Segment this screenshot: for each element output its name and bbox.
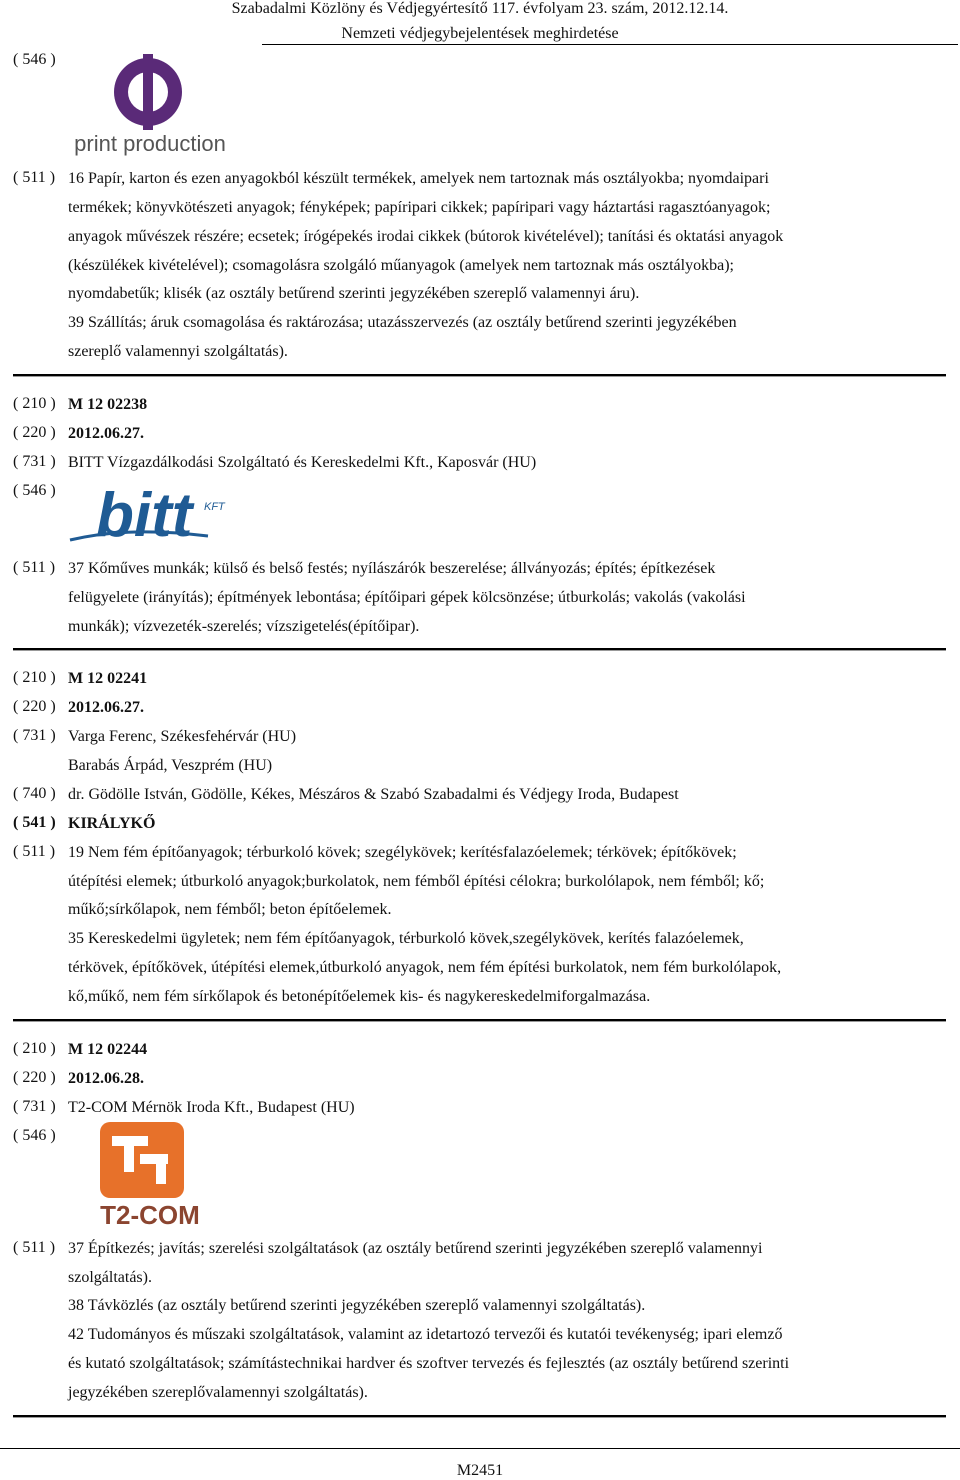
page-number: M2451 — [456, 1462, 504, 1479]
goods-line: 19 Nem fém építőanyagok; térburkoló kövek; szegélykövek; kerítésfalazóelemek; térkövek; építőkövek; — [68, 844, 737, 861]
goods-line: jegyzékében szereplővalamennyi szolgáltatás). — [68, 1384, 368, 1401]
code-546: ( 546 ) — [13, 482, 56, 499]
print-production-logo — [68, 44, 233, 156]
entry-separator — [13, 648, 946, 651]
code-210: ( 210 ) — [13, 1040, 56, 1057]
code-731: ( 731 ) — [13, 727, 56, 744]
logo-subtext: KFT — [204, 501, 225, 513]
goods-line: (készülékek kivételével); csomagolásra szolgáló műanyagok (amelyek nem tartoznak más osztályokba); — [68, 257, 734, 274]
goods-line: 37 Kőműves munkák; külső és belső festés; nyílászárók beszerelése; állványozás; építés; építkezések — [68, 560, 716, 577]
applicant: BITT Vízgazdálkodási Szolgáltató és Kereskedelmi Kft., Kaposvár (HU) — [68, 454, 537, 471]
code-220: ( 220 ) — [13, 698, 56, 715]
header-rule — [262, 44, 958, 45]
code-731: ( 731 ) — [13, 1098, 56, 1115]
goods-line: felügyelete (irányítás); építmények lebontása; építőipari gépek kölcsönzése; útburkolás; vakolás (vakolási — [68, 589, 746, 606]
code-740: ( 740 ) — [13, 785, 56, 802]
code-210: ( 210 ) — [13, 395, 56, 412]
footer-rule — [0, 1448, 960, 1449]
code-511: ( 511 ) — [13, 169, 56, 186]
goods-line: 35 Kereskedelmi ügyletek; nem fém építőanyagok, térburkoló kövek,szegélykövek, kerítés falazóelemek, — [68, 930, 744, 947]
logo-text: T2-COM — [100, 1200, 200, 1228]
code-511: ( 511 ) — [13, 559, 56, 576]
goods-line: szereplő valamennyi szolgáltatás). — [68, 343, 288, 360]
application-number: M 12 02238 — [68, 396, 148, 413]
t2-com-logo — [68, 1120, 233, 1228]
code-511: ( 511 ) — [13, 1239, 56, 1256]
goods-line: útépítési elemek; útburkoló anyagok;burkolatok, nem fémből építési célokra; burkolólapok, nem fémből; kő; — [68, 873, 765, 890]
code-731: ( 731 ) — [13, 453, 56, 470]
application-number: M 12 02244 — [68, 1041, 148, 1058]
filing-date: 2012.06.27. — [68, 699, 144, 716]
applicant: T2-COM Mérnök Iroda Kft., Budapest (HU) — [68, 1099, 355, 1116]
logo-text: bitt — [96, 481, 193, 548]
filing-date: 2012.06.28. — [68, 1070, 144, 1087]
code-546: ( 546 ) — [13, 1127, 56, 1144]
representative: dr. Gödölle István, Gödölle, Kékes, Mészáros & Szabó Szabadalmi és Védjegy Iroda, Budapest — [68, 786, 679, 803]
code-546: ( 546 ) — [13, 51, 56, 68]
application-number: M 12 02241 — [68, 670, 148, 687]
logo-text: print production — [74, 131, 226, 156]
goods-line: 37 Építkezés; javítás; szerelési szolgáltatások (az osztály betűrend szerinti jegyzékében szereplő valamennyi — [68, 1240, 763, 1257]
code-210: ( 210 ) — [13, 669, 56, 686]
journal-title: Szabadalmi Közlöny és Védjegyértesítő 117. évfolyam 23. szám, 2012.12.14. — [231, 0, 729, 17]
goods-line: 39 Szállítás; áruk csomagolása és raktározása; utazásszervezés (az osztály betűrend szerinti jegyzékében — [68, 314, 737, 331]
goods-line: műkő;sírkőlapok, nem fémből; beton építőelemek. — [68, 901, 392, 918]
goods-line: térkövek, építőkövek, útépítési elemek,útburkoló anyagok, nem fém építési burkolatok, nem fém burkolólapok, — [68, 959, 782, 976]
goods-line: szolgáltatás). — [68, 1269, 152, 1286]
entry-separator — [13, 374, 946, 377]
goods-line: termékek; könyvkötészeti anyagok; fényképek; papíripari cikkek; papíripari vagy háztartási ragasztóanyagok; — [68, 199, 771, 216]
goods-line: nyomdabetűk; klisék (az osztály betűrend szerinti jegyzékében szereplő valamennyi áru). — [68, 285, 640, 302]
goods-line: munkák); vízvezeték-szerelés; vízszigetelés(építőipar). — [68, 618, 420, 635]
code-541: ( 541 ) — [13, 814, 56, 831]
word-mark: KIRÁLYKŐ — [68, 815, 156, 832]
entry-separator — [13, 1415, 946, 1418]
bitt-logo — [68, 474, 234, 548]
entry-separator — [13, 1019, 946, 1022]
applicant: Barabás Árpád, Veszprém (HU) — [68, 757, 273, 774]
goods-line: anyagok művészek részére; ecsetek; írógépekés irodai cikkek (bútorok kivételével); tanítási és oktatási anyagok — [68, 228, 784, 245]
goods-line: és kutató szolgáltatások; számítástechnikai hardver és szoftver tervezés és fejlesztés (az osztály betűrend szerinti — [68, 1355, 790, 1372]
goods-line: kő,műkő, nem fém sírkőlapok és betonépítőelemek kis- és nagykereskedelmiforgalmazása. — [68, 988, 651, 1005]
code-511: ( 511 ) — [13, 843, 56, 860]
goods-line: 42 Tudományos és műszaki szolgáltatások, valamint az idetartozó tervezői és kutatói tevékenység; ipari elemző — [68, 1326, 783, 1343]
section-title: Nemzeti védjegybejelentések meghirdetése — [341, 25, 619, 42]
code-220: ( 220 ) — [13, 424, 56, 441]
applicant: Varga Ferenc, Székesfehérvár (HU) — [68, 728, 297, 745]
goods-line: 38 Távközlés (az osztály betűrend szerinti jegyzékében szereplő valamennyi szolgáltatás). — [68, 1297, 646, 1314]
filing-date: 2012.06.27. — [68, 425, 144, 442]
goods-line: 16 Papír, karton és ezen anyagokból készült termékek, amelyek nem tartoznak más osztályokba; nyomdaipari — [68, 170, 769, 187]
code-220: ( 220 ) — [13, 1069, 56, 1086]
